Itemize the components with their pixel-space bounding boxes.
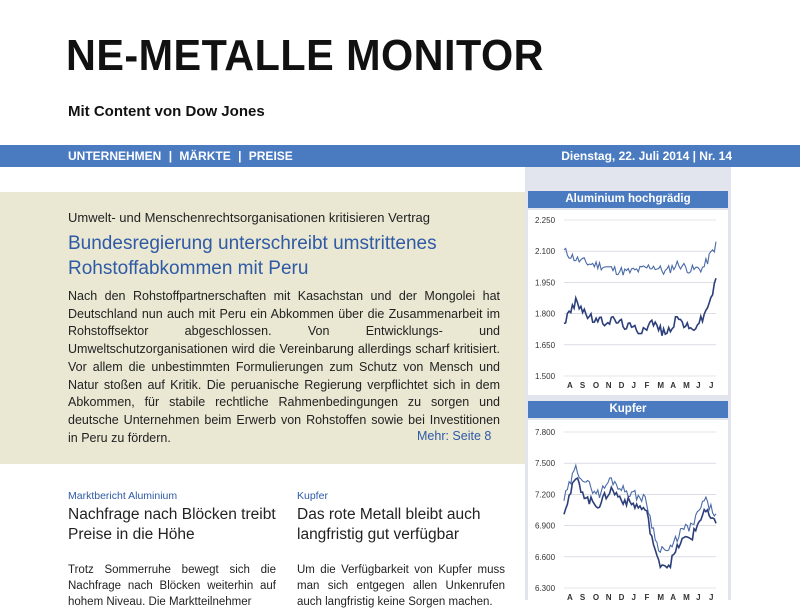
y-tick-label: 7.800	[535, 428, 556, 437]
x-tick-label: J	[709, 593, 714, 600]
series-line-lower	[564, 478, 716, 568]
nav-item-unternehmen[interactable]: UNTERNEHMEN	[68, 149, 162, 163]
x-tick-label: J	[631, 381, 636, 390]
article-headline[interactable]: Das rote Metall bleibt auch langfristig gut verfügbar	[297, 506, 481, 543]
y-tick-label: 2.100	[535, 247, 556, 257]
x-tick-label: J	[696, 381, 701, 390]
lead-kicker: Umwelt- und Menschenrechtsorganisationen kritisieren Vertrag	[68, 210, 431, 225]
article-kicker: Marktbericht Aluminium	[68, 490, 178, 502]
article-text: Trotz Sommerruhe bewegt sich die Nachfrage nach Blöcken weiterhin auf hohem Niveau. Die Marktteilnehmer	[68, 564, 276, 608]
x-tick-label: O	[592, 593, 600, 600]
y-tick-label: 1.800	[535, 309, 556, 319]
lead-headline-line1: Bundesregierung unterschreibt umstrittenes	[68, 233, 437, 254]
section-nav	[68, 149, 297, 163]
x-tick-label: J	[631, 593, 636, 600]
nav-item-preise[interactable]: PREISE	[248, 149, 293, 163]
kupfer-chart-svg	[528, 420, 728, 600]
nav-separator: |	[168, 149, 173, 163]
x-tick-label: M	[657, 381, 665, 390]
x-tick-label: A	[567, 593, 573, 600]
y-tick-label: 6.300	[535, 584, 556, 593]
x-tick-label: D	[618, 381, 625, 390]
article-aluminium	[68, 490, 276, 610]
article-headline[interactable]: Nachfrage nach Blöcken treibt Preise in die Höhe	[68, 506, 276, 543]
lead-headline-line2: Rohstoffabkommen mit Peru	[68, 258, 309, 279]
x-tick-label: A	[670, 381, 677, 390]
nav-item-maerkte[interactable]: MÄRKTE	[179, 149, 231, 163]
x-tick-label: S	[579, 381, 586, 390]
y-tick-label: 6.600	[535, 552, 556, 562]
x-tick-label: N	[605, 381, 612, 390]
x-tick-label: J	[709, 381, 714, 390]
y-tick-label: 1.500	[535, 372, 556, 381]
x-tick-label: A	[670, 593, 677, 600]
article-text: Um die Verfügbarkeit von Kupfer muss man sich entgegen allen Unkenrufen auch langfristig keine Sorgen machen.	[297, 564, 505, 608]
lead-more-link[interactable]: Mehr: Seite 8	[417, 429, 492, 443]
y-tick-label: 7.500	[535, 459, 556, 469]
x-tick-label: M	[657, 593, 665, 600]
x-tick-label: S	[579, 593, 586, 600]
series-line-upper	[564, 242, 716, 276]
article-kupfer	[297, 490, 505, 610]
x-tick-label: O	[592, 381, 600, 390]
chart-title-aluminium: Aluminium hochgrädig	[528, 191, 728, 208]
y-tick-label: 7.200	[535, 490, 556, 500]
x-tick-label: A	[567, 381, 573, 390]
x-tick-label: M	[683, 381, 690, 390]
y-tick-label: 6.900	[535, 521, 556, 531]
y-tick-label: 1.950	[535, 278, 556, 288]
x-tick-label: J	[696, 593, 701, 600]
chart-title-kupfer: Kupfer	[528, 401, 728, 418]
x-tick-label: D	[618, 593, 625, 600]
y-tick-label: 2.250	[535, 216, 556, 225]
y-tick-label: 1.650	[535, 340, 556, 350]
lead-headline[interactable]	[68, 231, 518, 281]
chart-aluminium	[528, 210, 728, 395]
lead-body: Nach den Rohstoffpartnerschaften mit Kasachstan und der Mongolei hat Deutschland nun auch mit Peru ein Abkommen über die Zusammenarbeit im Rohstoffsektor abgeschlossen. Von Entwicklungs- und Umweltschutzorganisationen wird die Vereinbarung allerdings scharf kritisiert. Vor allem die unbestimmten Formulierungen zum Schutz von Mensch und Natur stoßen auf Kritik. Die peruanische Regierung verpflichtet sich in dem Abkommen, für stabile rechtliche Rahmenbedingungen zu sorgen und deutsche Unternehmen beim Erwerb von Rohstoffen sowie bei Investitionen in Peru zu fördern.	[68, 289, 500, 445]
masthead-subtitle: Mit Content von Dow Jones	[68, 103, 265, 120]
nav-separator: |	[238, 149, 242, 163]
series-line-lower	[564, 278, 716, 335]
masthead-title: NE-METALLE MONITOR	[66, 31, 544, 80]
x-tick-label: M	[683, 593, 690, 600]
chart-kupfer	[528, 420, 728, 600]
x-tick-label: N	[605, 593, 612, 600]
article-kicker: Kupfer	[297, 490, 328, 502]
x-tick-label: F	[644, 593, 650, 600]
aluminium-chart-svg	[528, 210, 728, 395]
issue-date: Dienstag, 22. Juli 2014 | Nr. 14	[561, 149, 732, 163]
x-tick-label: F	[644, 381, 650, 390]
